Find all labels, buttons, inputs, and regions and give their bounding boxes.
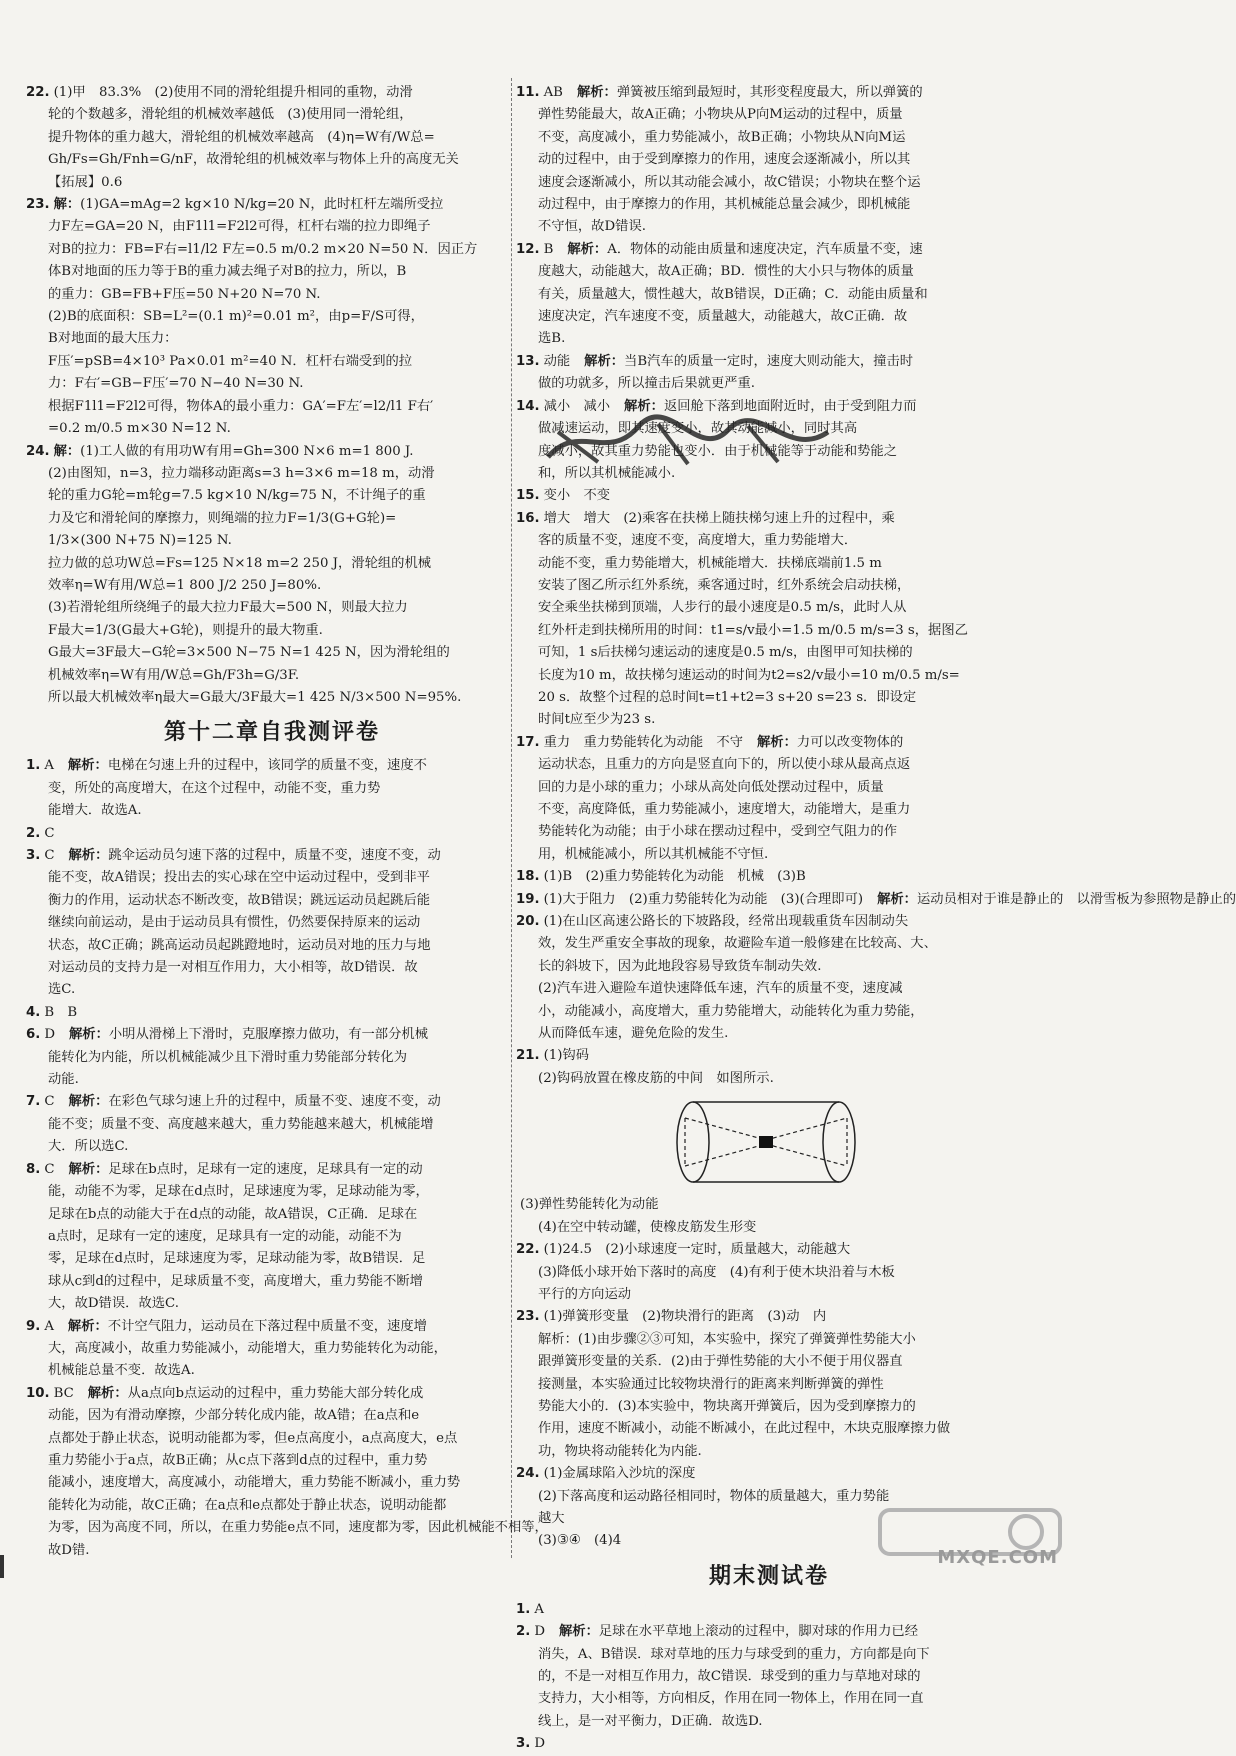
answer-item [516,485,1022,507]
answer-item [516,239,1022,351]
question-number: 18. [516,869,540,885]
answer-item [26,823,518,845]
answer-line: (1)甲 83.3% (2)使用不同的滑轮组提升相同的重物，动滑 [53,85,413,100]
answer-line: a点时，足球有一定的速度，足球具有一定的动能，动能不为 [48,1228,402,1244]
answer-line: 用，机械能减小，所以其机械能不守恒. [538,846,769,862]
question-number: 1. [516,1601,531,1617]
answer-first-line [516,1045,1022,1067]
answer-line: 足球在b点时，足球有一定的速度，足球具有一定的动 [108,1161,423,1177]
answer-item [26,1091,518,1158]
answer-line: 长度为10 m，故扶梯匀速运动的时间为t2=s2/v最小=10 m/0.5 m/s= [538,667,960,683]
answer-line: 解析：(1)由步骤②③可知，本实验中，探究了弹簧弹性势能大小 [538,1331,916,1347]
answer-first-line [516,351,1022,373]
answer-line: 红外杆走到扶梯所用的时间：t1=s/v最小=1.5 m/0.5 m/s=3 s，据图乙 [538,622,968,638]
answer-item [516,508,1022,732]
answer-text: 变小 不变 [543,488,611,504]
answer-item [516,889,1236,911]
answer-line: 作用，速度不断减小，动能不断减小，在此过程中，木块克服摩擦力做 [538,1421,951,1437]
answer-line: B对地面的最大压力： [48,331,178,347]
answer-first-line [516,485,1022,507]
question-number: 22. [516,1242,540,1258]
answer-item [516,82,1022,239]
question-number: 22. [26,85,50,100]
can-rubber-band-figure [671,1096,861,1188]
answer-line: 安全乘坐扶梯到顶端，人步行的最小速度是0.5 m/s，此时人从 [538,600,907,616]
answer-line: (2)B的底面积：SB=L²=(0.1 m)²=0.01 m²，由p=F/S可得， [48,309,424,325]
answer-line: 和，所以其机械能减小. [538,465,676,481]
answer-first-line [26,845,518,867]
answer-line: 当B汽车的质量一定时，速度大则动能大，撞击时 [624,353,914,369]
answer-line: 支持力，大小相等，方向相反，作用在同一物体上，作用在同一直 [538,1691,924,1707]
answer-item [26,441,518,710]
answer-line: (2)汽车进入避险车道快速降低车速，汽车的质量不变，速度减 [538,981,903,997]
answer-line: 零，足球在d点时，足球速度为零，足球动能为零，故B错误．足 [48,1251,426,1267]
answer-item [516,1599,1022,1621]
answer-line: =0.2 m/0.5 m×30 N=12 N. [48,421,231,437]
answer-text: AB [543,85,563,100]
answer-line: 体B对地面的压力等于B的重力减去绳子对B的拉力，所以，B [48,264,407,280]
answer-text: BC [53,1385,74,1401]
answer-first-line [516,1621,1022,1643]
answer-item [26,1316,518,1383]
answer-item [516,1306,1022,1463]
explain-label: 解析： [757,734,797,750]
answer-line: (1)GA=mAg=2 kg×10 N/kg=20 N，此时杠杆左端所受拉 [80,197,444,213]
answer-line: 能，动能不为零，足球在d点时，足球速度为零，足球动能为零， [48,1184,429,1200]
answer-line: (4)在空中转动罐，使橡皮筋发生形变 [538,1219,757,1235]
answer-item [26,1002,518,1024]
answer-text: D [534,1624,545,1640]
explain-label: 解析： [68,1027,109,1043]
answer-line: 跟弹簧形变量的关系．(2)由于弹性势能的大小不便于用仪器直 [538,1354,903,1370]
answer-first-line [516,1733,1022,1755]
answer-text: C [44,848,55,863]
answer-line: 能增大．故选A. [48,803,142,819]
answer-line: 速度会逐渐减小，所以其动能会减小，故C错误；小物块在整个运 [538,174,921,190]
answer-line: 继续向前运动，是由于运动员具有惯性，仍然要保持原来的运动 [48,915,421,931]
answer-line: 运动状态，且重力的方向是竖直向下的，所以使小球从最高点返 [538,757,911,773]
answer-item [26,194,518,440]
answer-line: 不变，高度减小，重力势能减小，故B正确；小物块从N向M运 [538,129,906,145]
answer-line: 足球在水平草地上滚动的过程中，脚对球的作用力已经 [598,1624,918,1640]
answer-line: 弹簧被压缩到最短时，其形变程度最大，所以弹簧的 [616,85,923,100]
answer-line: 能转化为动能，故C正确；在a点和e点都处于静止状态，说明动能都 [48,1497,447,1513]
answer-line: 根据F1l1=F2l2可得，物体A的最小重力：GA′=F左′=l2/l1 F右′ [48,398,434,414]
answer-line: 从a点向b点运动的过程中，重力势能大部分转化成 [127,1385,424,1401]
answer-line: 轮的重力G轮=m轮g=7.5 kg×10 N/kg=75 N，不计绳子的重 [48,488,426,504]
question-number: 15. [516,488,540,504]
explain-label: 解析： [68,1094,109,1110]
answer-line: 动过程中，由于摩擦力的作用，其机械能总量会减少，即机械能 [538,197,911,213]
answer-line: 电梯在匀速上升的过程中，该同学的质量不变，速度不 [107,758,427,774]
answer-item [26,82,518,194]
answer-line: (1)工人做的有用功W有用=Gh=300 N×6 m=1 800 J. [80,443,414,459]
answer-first-line [516,508,1022,530]
question-number: 13. [516,353,540,369]
answer-line: F压′=pSB=4×10³ Pa×0.01 m²=40 N．杠杆右端受到的拉 [48,353,413,369]
answer-line: 做的功就多，所以撞击后果就更严重. [538,376,755,392]
answer-line: Gh/Fs=Gh/Fnh=G/nF，故滑轮组的机械效率与物体上升的高度无关 [48,152,459,168]
question-number: 4. [26,1004,41,1020]
question-number: 2. [26,825,41,841]
answer-first-line [516,1239,1022,1261]
answer-first-line [516,732,1022,754]
answer-line: 力：F右′=GB−F压′=70 N−40 N=30 N. [48,376,304,392]
question-number: 17. [516,734,540,750]
answer-first-line [516,82,1022,104]
watermark-stamp [538,412,838,472]
answer-line: (3)若滑轮组所绕绳子的最大拉力F最大=500 N，则最大拉力 [48,600,408,616]
answer-first-line [516,1599,1022,1621]
answer-line: 机械效率η=W有用/W总=Gh/F3h=G/3F. [48,667,300,683]
answer-line: 状态，故C正确；跳高运动员起跳蹬地时，运动员对地的压力与地 [48,937,431,953]
explain-label: 解析： [558,1624,599,1640]
answer-text: A [534,1601,544,1617]
answer-line: 越大 [538,1510,565,1526]
site-logo-text: MXQE.COM [937,1547,1058,1568]
question-number: 1. [26,758,41,774]
answer-line: 选B. [538,331,566,347]
answer-line: 力及它和滑轮间的摩擦力，则绳端的拉力F=1/3(G+G轮)= [48,510,397,526]
answer-text: C [44,1094,55,1110]
answer-line: (2)钩码放置在橡皮筋的中间 如图所示. [538,1070,774,1086]
answer-line: 从而降低车速，避免危险的发生. [538,1026,729,1042]
answer-line: (1)金属球陷入沙坑的深度 [543,1466,696,1482]
answer-line: 力可以改变物体的 [796,734,904,750]
answer-line: 动能不变，重力势能增大，机械能增大．扶梯底端前1.5 m [538,555,882,571]
answer-first-line [516,1463,1022,1485]
question-number: 20. [516,914,540,930]
answer-first-line [516,866,1022,888]
question-number: 7. [26,1094,41,1110]
explain-label: 解析： [67,758,108,774]
answer-line: 大．所以选C. [48,1139,129,1155]
answer-text: B B [44,1004,78,1020]
explain-label: 解析： [68,1161,109,1177]
answer-item [26,755,518,822]
question-number: 19. [516,891,540,907]
answer-line: (1)24.5 (2)小球速度一定时，质量越大，动能越大 [543,1242,851,1258]
answer-line: 有关，质量越大，惯性越大，故B错误，D正确；C．动能由质量和 [538,286,928,302]
answer-line: 动能，因为有滑动摩擦，少部分转化成内能，故A错；在a点和e [48,1408,420,1424]
answer-line: 动能. [48,1072,79,1088]
answer-first-line [26,1002,518,1024]
explain-label: 解析： [67,1318,108,1334]
answer-line: 的，不是一对相互作用力，故C错误．球受到的重力与草地对球的 [538,1669,921,1684]
answer-line: (1)钩码 [543,1048,589,1064]
explain-label: 解析： [576,85,617,100]
answer-line: 重力势能小于a点，故B正确；从c点下落到d点的过程中，重力势 [48,1452,428,1468]
answer-line: 轮的个数越多，滑轮组的机械效率越低 (3)使用同一滑轮组， [48,107,413,123]
question-number: 23. [26,197,50,213]
answer-line: 效，发生严重安全事故的现象，故避险车道一般修建在比较高、大、 [538,936,937,952]
answer-line: 不守恒，故D错误. [538,219,646,235]
answer-line: 弹性势能最大，故A正确；小物块从P向M运动的过程中，质量 [538,107,903,123]
answer-line: F最大=1/3(G最大+G轮)，则提升的最大物重. [48,622,323,638]
answer-line: 增大 增大 (2)乘客在扶梯上随扶梯匀速上升的过程中，乘 [543,510,895,526]
explain-label: 解析： [567,241,608,257]
answer-first-line [26,1024,518,1046]
answer-item [26,1159,518,1316]
question-number: 10. [26,1385,50,1401]
answer-line: 返回舱下落到地面附近时，由于受到阻力而 [663,398,917,414]
question-number: 24. [516,1466,540,1482]
answer-line: 安装了图乙所示红外系统，乘客通过时，红外系统会启动扶梯， [538,577,911,593]
answer-first-line [516,1194,1022,1216]
answer-text: D [44,1027,55,1043]
answer-line: 1/3×(300 N+75 N)=125 N. [48,533,232,549]
answer-line: 20 s．故整个过程的总时间t=t1+t2=3 s+20 s=23 s．即设定 [538,689,917,705]
answer-line: (3)弹性势能转化为动能 [520,1197,659,1213]
answer-line: 时间t应至少为23 s. [538,712,656,728]
solve-label: 解： [53,197,81,213]
answer-line: 球从c到d的过程中，足球质量不变，高度增大，重力势能不断增 [48,1273,423,1289]
answer-line: 消失，A、B错误．球对草地的压力与球受到的重力，方向都是向下 [538,1646,930,1662]
answer-text: (1)B (2)重力势能转化为动能 机械 (3)B [543,869,806,885]
answer-line: 能转化为内能，所以机械能减少且下滑时重力势能部分转化为 [48,1049,408,1065]
answer-line: (3)降低小球开始下落时的高度 (4)有利于使木块沿着与木板 [538,1264,895,1280]
answer-line: 为零，因为高度不同，所以，在重力势能e点不同，速度都为零，因此机械能不相等， [48,1520,548,1536]
margin-mark [0,1555,4,1578]
answer-line: 不变，高度降低，重力势能减小，速度增大，动能增大，是重力 [538,802,911,817]
answer-line: 不计空气阻力，运动员在下落过程中质量不变，速度增 [107,1318,427,1334]
answer-line: 大，故D错误．故选C. [48,1296,179,1312]
answer-line: 势能转化为动能；由于小球在摆动过程中，受到空气阻力的作 [538,824,898,840]
answer-line: 点都处于静止状态，说明动能都为零，但e点高度小，a点高度大，e点 [48,1430,458,1446]
answer-line: 客的质量不变，速度不变，高度增大，重力势能增大． [538,533,858,549]
answer-line: 效率η=W有用/W总=1 800 J/2 250 J=80%. [48,577,322,593]
answer-first-line [26,823,518,845]
answer-line: 衡力的作用，运动状态不断改变，故B错误；跳远运动员起跳后能 [48,892,431,908]
explain-label: 解析： [624,398,664,414]
answer-item [516,1733,1022,1755]
explain-label: 解析： [584,353,625,369]
answer-line: 大，高度减小，故重力势能减小，动能增大，重力势能转化为动能， [48,1340,447,1356]
answer-line: 小明从滑梯上下滑时，克服摩擦力做功，有一部分机械 [108,1027,428,1043]
answer-line: 在彩色气球匀速上升的过程中，质量不变、速度不变，动 [108,1094,441,1110]
answer-item [516,1045,1022,1090]
question-number: 12. [516,241,540,257]
answer-line: 能减小，速度增大，高度减小，动能增大，重力势能不断减小，重力势 [48,1475,461,1491]
answer-item [516,732,1022,866]
answer-line: 对运动员的支持力是一对相互作用力，大小相等，故D错误．故 [48,960,418,976]
answer-line: (2)由图知，n=3，拉力端移动距离s=3 h=3×6 m=18 m，动滑 [48,465,435,481]
answer-item [516,911,1022,1045]
answer-line: 功，物块将动能转化为内能. [538,1443,702,1459]
question-number: 6. [26,1027,41,1043]
question-number: 21. [516,1048,540,1064]
question-number: 14. [516,398,540,414]
answer-line: 能不变，故A错误；投出去的实心球在空中运动过程中，受到非平 [48,870,430,886]
answer-line: 度越大，动能越大，故A正确；BD．惯性的大小只与物体的质量 [538,264,914,280]
answer-line: 的重力：GB=FB+F压=50 N+20 N=70 N. [48,286,321,302]
answer-text: D [534,1736,545,1752]
answer-line: 势能大小的．(3)本实验中，物块离开弹簧后，因为受到摩擦力的 [538,1398,916,1414]
answer-text: A [44,1318,54,1334]
answer-text: C [44,1161,55,1177]
answer-first-line [26,194,518,216]
answer-line: 故D错. [48,1542,90,1558]
question-number: 9. [26,1318,41,1334]
answer-line: 线上，是一对平衡力，D正确．故选D. [538,1713,763,1729]
answer-first-line [26,755,518,777]
answer-text: 减小 减小 [543,398,611,414]
answer-line: 长的斜坡下，因为此地段容易导致货车制动失效. [538,958,822,974]
answer-text: 重力 重力势能转化为动能 不守 [543,734,744,750]
answer-first-line [26,82,518,104]
answer-first-line [516,239,1022,261]
answer-first-line [26,441,518,463]
answer-item [26,845,518,1002]
answer-first-line [26,1159,518,1181]
question-number: 8. [26,1161,41,1177]
section-heading: 第十二章自我测评卷 [163,720,380,746]
answer-text: 动能 [543,353,571,369]
explain-label: 解析： [87,1385,128,1401]
answer-line: 选C. [48,982,76,998]
answer-line: 对B的拉力：FB=F右=l1/l2 F左=0.5 m/0.2 m×20 N=50 N．因正方 [48,241,478,257]
answer-item [516,351,1022,396]
answer-line: A．物体的动能由质量和速度决定，汽车质量不变，速 [607,241,923,257]
answer-first-line [26,1091,518,1113]
answer-first-line [516,1306,1022,1328]
answer-line: 做减速运动，即其速度变小，故其动能减小，同时其高 [538,421,858,437]
answer-text: B [543,241,554,257]
answer-text: A [44,758,54,774]
explain-label: 解析： [68,848,109,863]
answer-first-line [516,911,1022,933]
answer-line: G最大=3F最大−G轮=3×500 N−75 N=1 425 N，因为滑轮组的 [48,645,450,661]
answer-item [516,1239,1022,1306]
answer-line: 度减小，故其重力势能也变小．由于机械能等于动能和势能之 [538,443,898,459]
answer-first-line [26,1316,518,1338]
answer-line: 回的力是小球的重力；小球从高处向低处摆动过程中，质量 [538,779,884,795]
question-number: 2. [516,1624,531,1640]
answer-line: 足球在b点的动能大于在d点的动能，故A错误，C正确．足球在 [48,1206,418,1222]
answer-line: 力F左=GA=20 N，由F1l1=F2l2可得，杠杆右端的拉力即绳子 [48,219,431,235]
answer-line: 运动员相对于谁是静止的 以滑雪板为参照物是静止的 [916,891,1236,907]
question-number: 3. [516,1736,531,1752]
answer-text: (1)大于阻力 (2)重力势能转化为动能 (3)(合理即可) [543,891,864,907]
answer-first-line [516,889,1236,911]
answer-item [516,1621,1022,1733]
answer-line: 速度决定，汽车速度不变，质量越大，动能越大，故C正确．故 [538,309,908,325]
answer-line: (3)③④ (4)4 [538,1533,622,1549]
answer-line: 所以最大机械效率η最大=G最大/3F最大=1 425 N/3×500 N=95%. [48,689,462,705]
answer-line: 小，动能减小，高度增大，重力势能增大，动能转化为重力势能， [538,1003,924,1019]
answer-line: (1)在山区高速公路长的下坡路段，经常出现载重货车因制动失 [543,914,909,930]
answer-text: C [44,825,55,841]
question-number: 11. [516,85,540,100]
question-number: 16. [516,510,540,526]
answer-line: 机械能总量不变．故选A. [48,1363,195,1379]
answer-item [516,1194,1022,1239]
answer-line: 【拓展】0.6 [48,174,123,190]
answer-line: 接测量，本实验通过比较物块滑行的距离来判断弹簧的弹性 [538,1376,884,1392]
question-number: 23. [516,1309,540,1325]
solve-label: 解： [53,443,81,459]
answer-line: 平行的方向运动 [538,1286,632,1302]
answer-line: 动的过程中，由于受到摩擦力的作用，速度会逐渐减小，所以其 [538,152,911,168]
answer-first-line [26,1383,518,1405]
answer-line: 跳伞运动员匀速下落的过程中，质量不变，速度不变，动 [108,848,441,863]
answer-line: (2)下落高度和运动路径相同时，物体的质量越大，重力势能 [538,1488,890,1504]
section-heading: 期末测试卷 [708,1563,829,1589]
answer-line: 变，所处的高度增大，在这个过程中，动能不变，重力势 [48,780,381,796]
answer-item [26,1024,518,1091]
answer-line: 能不变；质量不变、高度越来越大，重力势能越来越大，机械能增 [48,1116,434,1132]
answer-line: (1)弹簧形变量 (2)物块滑行的距离 (3)动 内 [543,1309,827,1325]
answer-item [516,866,1022,888]
explain-label: 解析： [877,891,917,907]
answer-line: 可知，1 s后扶梯匀速运动的速度是0.5 m/s，由图甲可知扶梯的 [538,645,913,661]
question-number: 24. [26,443,50,459]
question-number: 3. [26,848,41,863]
answer-line: 提升物体的重力越大，滑轮组的机械效率越高 (4)η=W有/W总= [48,129,435,145]
answer-line: 拉力做的总功W总=Fs=125 N×18 m=2 250 J，滑轮组的机械 [48,555,432,571]
